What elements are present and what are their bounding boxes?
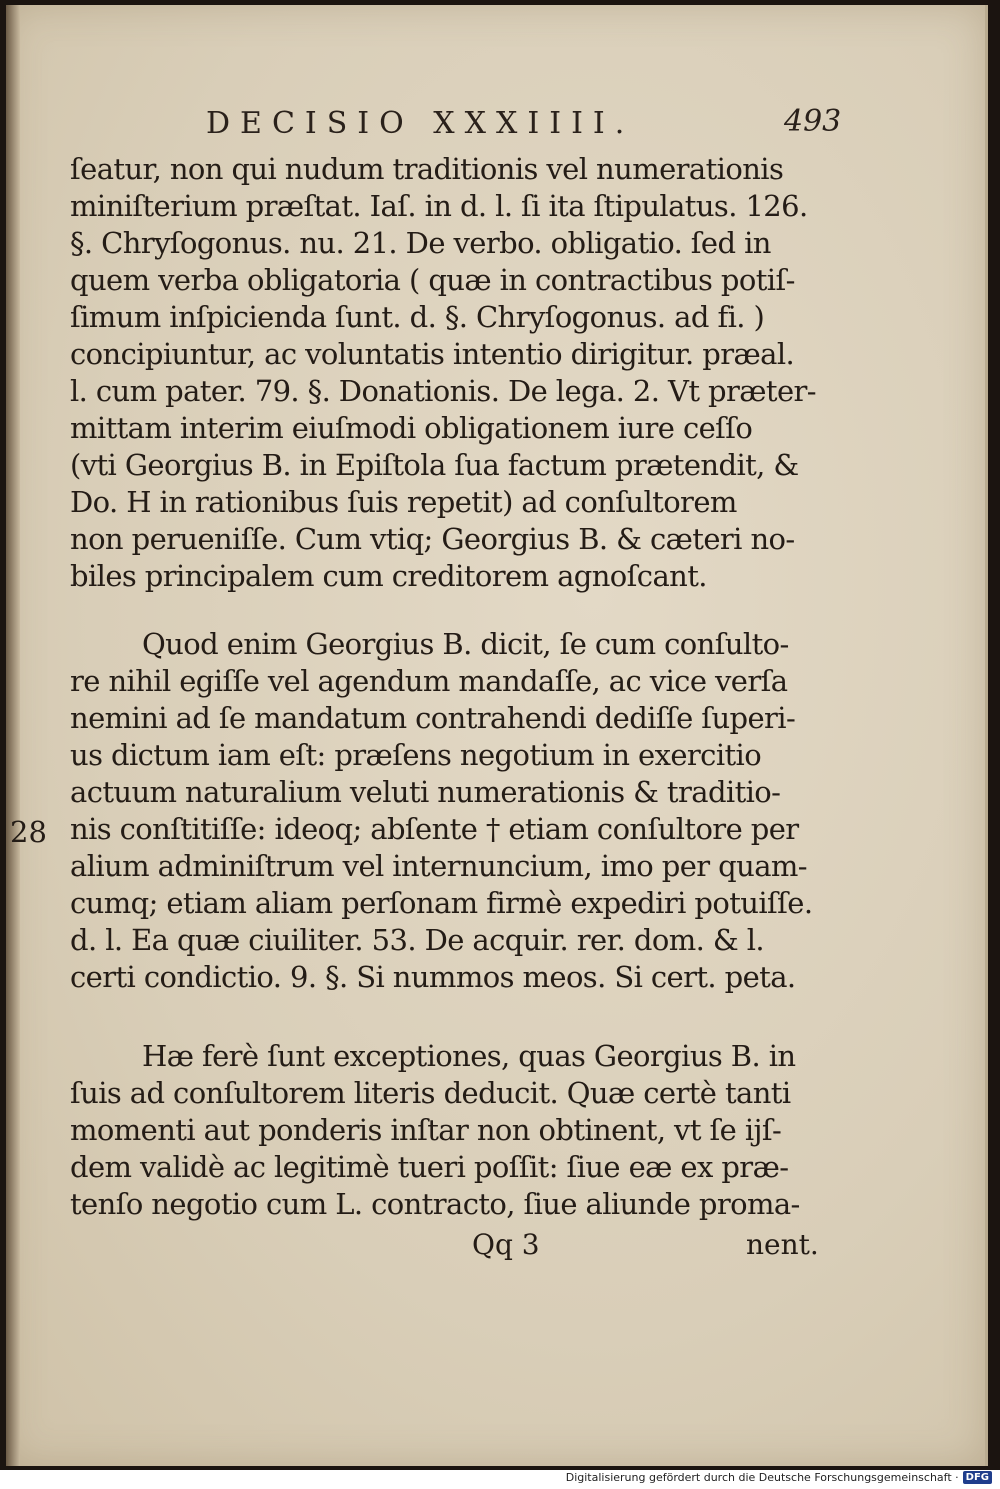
page-gutter-shadow (6, 5, 20, 1466)
running-head (6, 106, 985, 146)
footer-bar (0, 1470, 1000, 1489)
running-title: DECISIO XXXIIII. (206, 106, 635, 141)
text-line: mittam interim eiuſmodi obligationem iure ceſſo (70, 411, 753, 445)
text-line: tenſo negotio cum L. contracto, ſiue aliunde proma- (70, 1187, 800, 1221)
text-line: Quod enim Georgius B. dicit, ſe cum conſulto- (142, 627, 789, 661)
text-line: nis conſtitiſſe: ideoq; abſente † etiam conſultore per (70, 812, 799, 846)
text-line: non perueniſſe. Cum vtiq; Georgius B. & cæteri no- (70, 522, 795, 556)
text-line: re nihil egiſſe vel agendum mandaſſe, ac vice verſa (70, 664, 788, 698)
text-line: dem validè ac legitimè tueri poſſit: ſiue eæ ex præ- (70, 1150, 789, 1184)
margin-note-number: 28 (10, 815, 47, 849)
dfg-logo-icon: DFG (963, 1471, 992, 1484)
text-line: us dictum iam eſt: præſens negotium in exercitio (70, 738, 762, 772)
text-line: miniſterium præſtat. Iaſ. in d. l. ſi ita ſtipulatus. 126. (70, 189, 808, 223)
page-number: 493 (784, 104, 842, 139)
text-line: momenti aut ponderis inſtar non obtinent, vt ſe ijſ- (70, 1113, 782, 1147)
text-line: ſuis ad conſultorem literis deducit. Quæ certè tanti (70, 1076, 791, 1110)
book-page (6, 5, 988, 1466)
text-line: quem verba obligatoria ( quæ in contractibus potiſ- (70, 263, 795, 297)
text-line: actuum naturalium veluti numerationis & traditio- (70, 775, 781, 809)
paragraph-1 (70, 151, 840, 595)
text-line: (vti Georgius B. in Epiſtola ſua factum prætendit, & (70, 448, 799, 482)
text-line: ſeatur, non qui nudum traditionis vel numerationis (70, 152, 784, 186)
paragraph-2 (70, 626, 840, 996)
text-line: certi condictio. 9. §. Si nummos meos. Si cert. peta. (70, 960, 796, 994)
text-line: alium adminiſtrum vel internuncium, imo per quam- (70, 849, 807, 883)
footer-credit (566, 1471, 992, 1484)
signature-mark: Qq 3 (472, 1228, 540, 1261)
text-line: ſimum inſpicienda ſunt. d. §. Chryſogonus. ad fi. ) (70, 300, 765, 334)
paragraph-3 (70, 1038, 840, 1223)
text-line: Hæ ferè ſunt exceptiones, quas Georgius B. in (142, 1039, 796, 1073)
catchword: nent. (746, 1228, 819, 1261)
text-line: concipiuntur, ac voluntatis intentio dirigitur. præal. (70, 337, 795, 371)
text-line: §. Chryſogonus. nu. 21. De verbo. obligatio. ſed in (70, 226, 771, 260)
text-line: biles principalem cum creditorem agnoſcant. (70, 559, 707, 593)
text-line: nemini ad ſe mandatum contrahendi dediſſe ſuperi- (70, 701, 796, 735)
text-line: cumq; etiam aliam perſonam firmè expediri potuiſſe. (70, 886, 813, 920)
footer-credit-text: Digitalisierung gefördert durch die Deutsche Forschungsgemeinschaft · (565, 1471, 959, 1484)
text-line: Do. H in rationibus ſuis repetit) ad conſultorem (70, 485, 737, 519)
text-line: l. cum pater. 79. §. Donationis. De lega. 2. Vt præter- (70, 374, 816, 408)
text-line: d. l. Ea quæ ciuiliter. 53. De acquir. rer. dom. & l. (70, 923, 765, 957)
